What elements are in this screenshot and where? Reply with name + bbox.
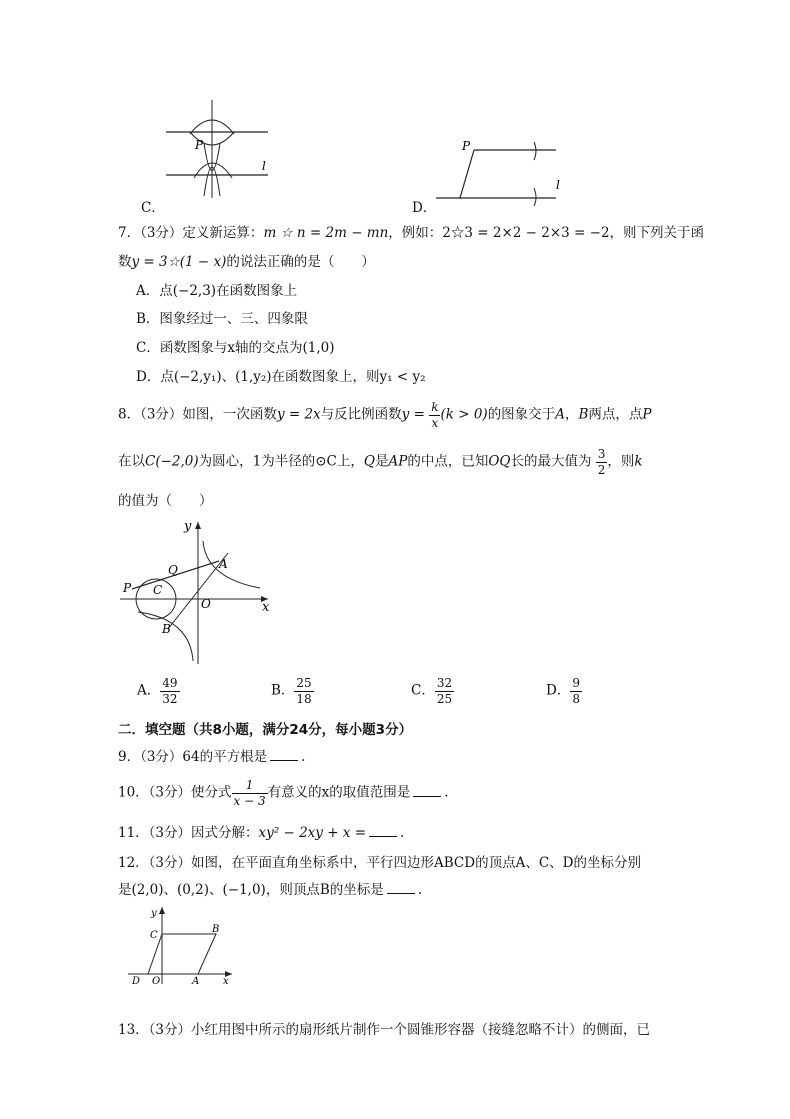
q8-option-c[interactable]: C． $\frac{32}{25}$ — [411, 676, 453, 706]
q6d-label-l: l — [556, 178, 560, 192]
q6c-label-p: P — [195, 138, 204, 152]
q8-label-o: O — [201, 597, 211, 611]
q8-label-c: C — [153, 583, 163, 597]
q8-option-b[interactable]: B． $\frac{25}{18}$ — [271, 676, 312, 706]
q10-text: 10．（3分）使分式 $\frac{1}{x - 3}$ 有意义的x的取值范围是 . — [118, 778, 449, 808]
q10-answer-blank[interactable] — [413, 796, 441, 797]
q9-answer-blank[interactable] — [270, 760, 298, 761]
q7-stem-line1: 7．（3分）定义新运算：m ☆ n = 2m − mn，例如：2☆3 = 2×2 − 2×3 = −2，则下列关于函 — [118, 225, 705, 241]
q8-label-q: Q — [168, 563, 178, 577]
q6-option-c[interactable]: C． — [141, 200, 165, 216]
q8-label-y: y — [184, 519, 192, 534]
q8-figure — [118, 516, 278, 666]
q9-text: 9．（3分）64的平方根是 . — [118, 749, 306, 765]
q6-option-d[interactable]: D． — [412, 200, 437, 216]
q12-label-y: y — [151, 908, 157, 919]
q8-stem-line2: 在以C(−2,0)为圆心，1为半径的⊙C上，Q是AP的中点，已知OQ长的最大值为 $\frac{3}{2}$ ，则k — [118, 447, 643, 477]
q8-stem-line3: 的值为（ ） — [118, 493, 213, 509]
q11-answer-blank[interactable] — [369, 836, 397, 837]
q12-label-c: C — [150, 930, 158, 941]
q6-figure-c — [160, 98, 280, 198]
q6-figure-d — [436, 138, 566, 204]
q12-line1: 12．（3分）如图，在平面直角坐标系中，平行四边形ABCD的顶点A、C、D的坐标分别 — [118, 855, 641, 871]
q8-label-b: B — [162, 622, 171, 636]
q12-answer-blank[interactable] — [387, 893, 415, 894]
q12-label-d: D — [132, 976, 141, 987]
q8-label-x: x — [262, 600, 270, 615]
q7-stem-line2: 数y = 3☆(1 − x)的说法正确的是（ ） — [118, 254, 375, 270]
q13-text: 13．（3分）小红用图中所示的扇形纸片制作一个圆锥形容器（接缝忽略不计）的侧面，已 — [118, 1022, 651, 1038]
q12-label-b: B — [212, 924, 220, 935]
q7-option-b[interactable]: B．图象经过一、三、四象限 — [136, 311, 308, 327]
q12-line2: 是(2,0)、(0,2)、(−1,0)，则顶点B的坐标是 . — [118, 882, 423, 898]
q6d-label-p: P — [462, 139, 471, 153]
section-2-title: 二．填空题（共8小题，满分24分，每小题3分） — [118, 722, 413, 738]
q6c-label-l: l — [262, 159, 266, 173]
q12-figure — [128, 904, 243, 986]
q7-option-a[interactable]: A．点(−2,3)在函数图象上 — [136, 283, 298, 299]
q8-option-d[interactable]: D． $\frac{9}{8}$ — [546, 676, 580, 706]
q8-option-a[interactable]: A． $\frac{49}{32}$ — [137, 676, 178, 706]
q8-stem-line1: 8．（3分）如图，一次函数y = 2x与反比例函数y = $\frac{k}{x}$ (k > 0)的图象交于A，B两点，点P — [118, 400, 652, 430]
q12-label-a: A — [192, 976, 200, 987]
q11-text: 11．（3分）因式分解：xy² − 2xy + x = . — [118, 825, 405, 841]
q7-option-c[interactable]: C．函数图象与x轴的交点为(1,0) — [136, 340, 335, 356]
q8-label-a: A — [219, 557, 228, 571]
q12-label-o: O — [152, 976, 161, 987]
q8-label-p: P — [123, 581, 132, 595]
q12-label-x: x — [223, 976, 229, 987]
q7-option-d[interactable]: D．点(−2,y₁)、(1,y₂)在函数图象上，则y₁ < y₂ — [136, 369, 426, 385]
